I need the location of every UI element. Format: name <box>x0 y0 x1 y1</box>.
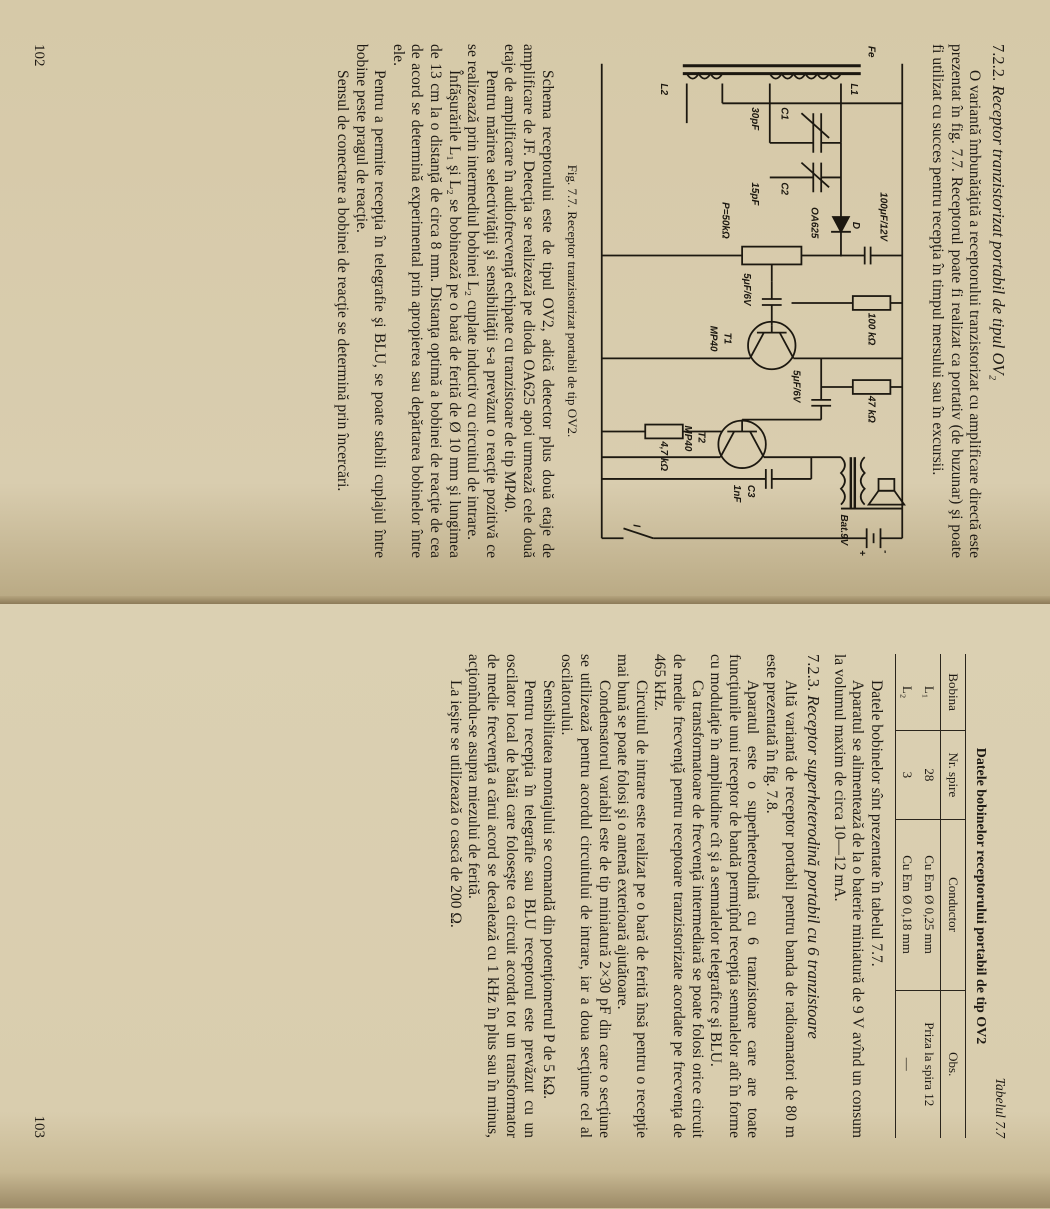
paragraph: O variantă îmbunătăţită a receptorului tranzistorizat cu amplificare directă este prezentat în fig. 7.7. Receptorul poate fi realizat ca portativ (de buzunar) şi poate fi utilizat cu succes pentru recepţia în timpul mersului sau în excursii. <box>929 44 984 558</box>
label-l2: L2 <box>657 83 669 96</box>
table-header: Conductor <box>941 819 966 990</box>
label-switch: I <box>629 524 641 528</box>
table-cell: — <box>896 990 919 1138</box>
label-minus: - <box>879 550 891 554</box>
paragraph: Pentru recepţia în telegrafie sau BLU receptorul este prevăzut cu un oscilator local de bătăi care foloseşte ca circuit acordat tot un transformator de medie frecvenţă a cărui acord se decalează cu 1 kHz în plus sau în minus, acţionîndu-se asupra miezului de ferită. <box>465 654 539 1138</box>
table-cell: Priza la spira 12 <box>922 1022 937 1107</box>
label-cap-mid: 5μF/6V <box>740 273 752 306</box>
section-heading-7-2-3 <box>803 654 824 1138</box>
figure-caption: Fig. 7.7. Receptor tranzistorizat portabil de tip OV2. <box>564 164 580 438</box>
table-row <box>896 654 919 1138</box>
label-cap-couple: 5μF/6V <box>790 370 802 403</box>
label-r2: 47 kΩ <box>865 395 877 423</box>
schematic-figure <box>582 44 922 558</box>
page-number: 103 <box>31 1115 47 1138</box>
right-page <box>0 604 1050 1208</box>
table-header: Nr. spire <box>941 731 966 819</box>
table-cell: Cu Em Ø 0,18 mm <box>896 819 919 990</box>
label-c2: C2 <box>778 182 790 196</box>
table-cell: Cu Em Ø 0,25 mm <box>918 819 941 990</box>
section-title: Receptor tranzistorizat portabil de tipul OV₂ <box>989 85 1008 381</box>
coil-data-table <box>895 654 966 1138</box>
section-title: Receptor superheterodină portabil cu 6 tranzistoare <box>804 695 824 1039</box>
table-cell: 3 <box>896 731 919 819</box>
paragraph: Ca transformatoare de frecvenţă intermediară se poate folosi orice circuit de medie frecvenţă pentru receptoare tranzistorizate acordate pe frecvenţa de 465 kHz. <box>651 654 706 1138</box>
paragraph: Înfăşurările L₁ şi L₂ se bobinează pe o bară de ferită de Ø 10 mm şi lungimea de 13 cm la o distanţă de circa 8 mm. Distanţa optimă a bobinei de reacţie de cea de acord se determină experimental prin apropierea sau depărtarea bobinelor între ele. <box>389 44 463 558</box>
label-pot: P=50kΩ <box>718 202 730 239</box>
table-row <box>918 654 941 1138</box>
paragraph: La ieşire se utilizează o cască de 200 Ω. <box>446 680 464 928</box>
paragraph: Aparatul este o superheterodină cu 6 tranzistoare care are toate funcţiunile unui receptor de bandă permiţînd recepţia semnalelor atît în forme cu modulaţie în amplitudine cît şi a semnalelor telegrafice şi BLU. <box>707 654 762 1138</box>
table-header: Obs. <box>941 990 966 1138</box>
label-c3: C3 <box>744 484 756 498</box>
table-cell: 28 <box>918 731 941 819</box>
label-c1: C1 <box>778 107 790 120</box>
label-d: D <box>849 221 861 230</box>
label-c3-val: 1nF <box>730 484 742 503</box>
table-header: Bobina <box>941 654 966 731</box>
section-number: 7.2.2. <box>989 44 1008 82</box>
table-header-row <box>941 654 966 1138</box>
section-number: 7.2.3. <box>804 654 824 692</box>
paragraph: Pentru a permite recepţia în telegrafie şi BLU, se poate stabili cuplajul între bobine peste pragul de reacţie. <box>352 44 389 558</box>
paragraph: Pentru mărirea selectivităţii şi sensibilităţii s-a prevăzut o reacţie pozitivă ce se realizează prin intermediul bobinei L₂ cuplate inductiv cu circuitul de intrare. <box>464 44 500 558</box>
table-cell: L₂ <box>896 654 919 731</box>
section-heading-7-2-2 <box>987 44 1008 558</box>
left-page <box>0 0 1050 604</box>
label-r3: 4,7 kΩ <box>657 441 669 472</box>
paragraph: Datele bobinelor sînt prezentate în tabelul 7.7. <box>868 680 885 967</box>
label-t2: T2 <box>695 431 707 444</box>
table-label: Tabelul 7.7 <box>993 1077 1008 1138</box>
table-title: Datele bobinelor receptorului portabil de tip OV2 <box>973 747 988 1045</box>
paragraph: Condensatorul variabil este de tip miniatură 2×30 pF din care o secţiune se utilizează pentru acordul circuitului de intrare, iar a doua secţiune cel al oscilatorului. <box>558 654 613 1138</box>
label-c2-val: 15pF <box>748 182 760 206</box>
label-t1-type: MP40 <box>707 325 719 352</box>
label-fe: Fe <box>865 45 877 58</box>
label-plus: + <box>855 550 867 556</box>
label-c1-val: 30pF <box>748 107 760 131</box>
paragraph: Aparatul se alimentează de la o baterie miniatură de 9 V avînd un consum la volumul maxim de circa 10—12 mA. <box>830 654 867 1138</box>
label-cap-top: 100μF/12V <box>877 192 889 242</box>
paragraph: Schema receptorului este de tipul OV2, adică detector plus două etaje de amplificare de JF. Detecţia se realizează pe dioda OA625 apoi urmează cele două etaje de amplificare în audiofrecvenţă echipate cu tranzistoare de tip MP40. <box>501 44 556 558</box>
label-r1: 100 kΩ <box>865 312 877 346</box>
receiver-schematic <box>582 44 922 558</box>
paragraph: Altă variantă de receptor portabil pentru banda de radioamatori de 80 m este prezentată în fig. 7.8. <box>763 654 799 1138</box>
label-diode: OA625 <box>807 207 819 239</box>
paragraph: Sensul de conectare a bobinei de reacţie se determină prin încercări. <box>334 70 352 492</box>
label-t2-type: MP40 <box>681 425 693 452</box>
label-battery: Bat.9V <box>837 514 849 546</box>
table-cell: L₁ <box>918 654 941 731</box>
label-l1: L1 <box>847 83 859 96</box>
paragraph: Circuitul de intrare este realizat pe o bară de ferită însă pentru o recepţie mai bună se poate folosi şi o antenă exterioară ajutătoare. <box>614 654 650 1138</box>
page-number: 102 <box>31 44 47 67</box>
label-t1: T1 <box>720 332 732 345</box>
paragraph: Sensibilitatea montajului se comandă din potenţiometrul P de 5 kΩ. <box>539 680 557 1100</box>
